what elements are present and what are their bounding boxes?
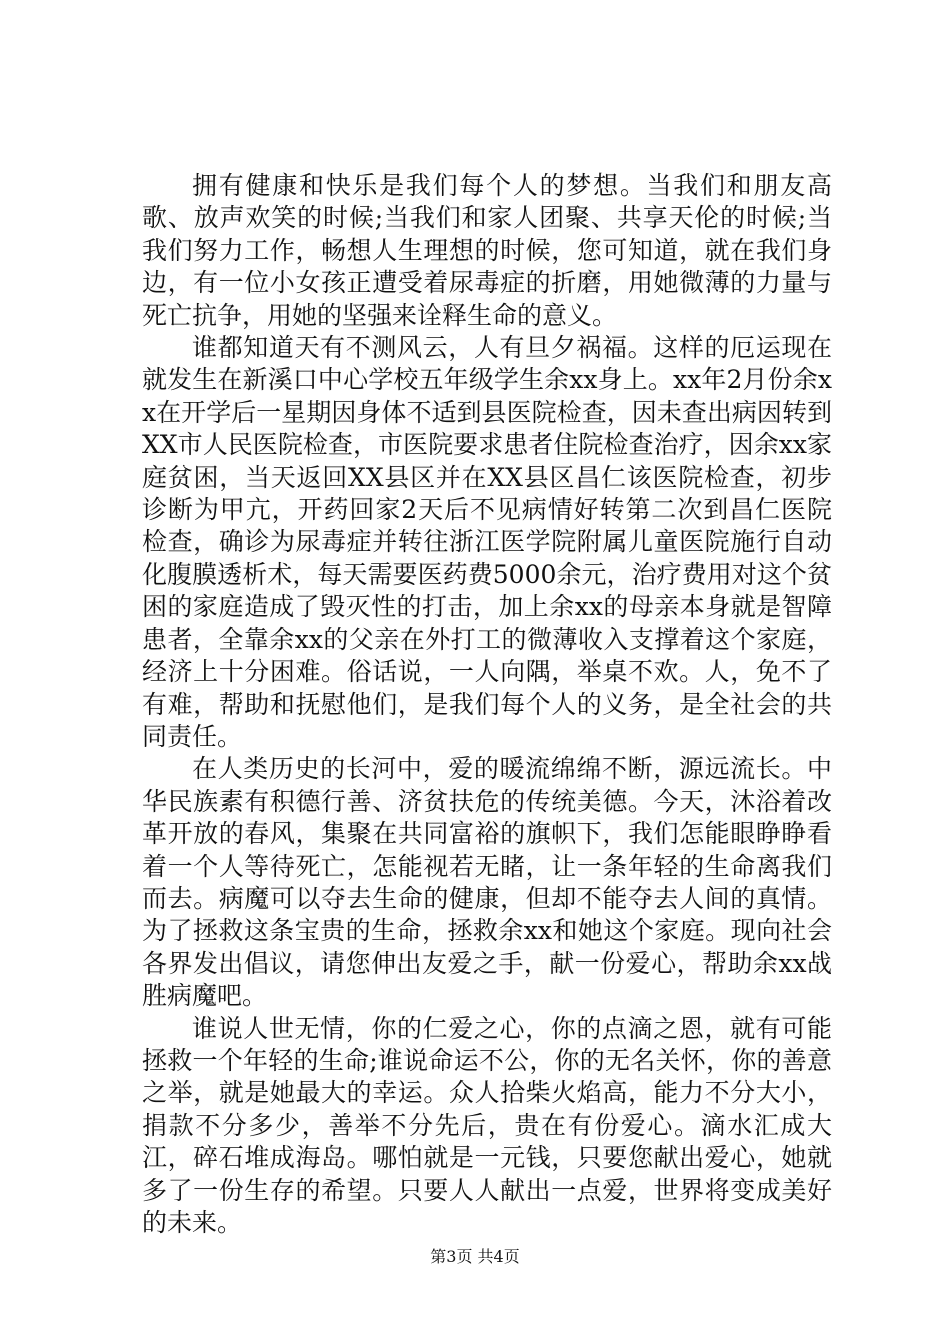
paragraph-3: 在人类历史的长河中，爱的暖流绵绵不断，源远流长。中华民族素有积德行善、济贫扶危的传统美德。今天，沐浴着改革开放的春风，集聚在共同富裕的旗帜下，我们怎能眼睁睁看着一个人等待死亡，怎能视若无睹，让一条年轻的生命离我们而去。病魔可以夺去生命的健康，但却不能夺去人间的真情。为了拯救这条宝贵的生命，拯救余xx和她这个家庭。现向社会各界发出倡议，请您伸出友爱之手，献一份爱心，帮助余xx战胜病魔吧。	[142, 754, 832, 1011]
document-body	[142, 170, 832, 1239]
page-number-footer: 第3页 共4页	[430, 1247, 520, 1266]
paragraph-4: 谁说人世无情，你的仁爱之心，你的点滴之恩，就有可能拯救一个年轻的生命;谁说命运不公，你的无名关怀，你的善意之举，就是她最大的幸运。众人拾柴火焰高，能力不分大小，捐款不分多少，善举不分先后，贵在有份爱心。滴水汇成大江，碎石堆成海岛。哪怕就是一元钱，只要您献出爱心，她就多了一份生存的希望。只要人人献出一点爱，世界将变成美好的未来。	[142, 1013, 832, 1237]
paragraph-2: 谁都知道天有不测风云，人有旦夕祸福。这样的厄运现在就发生在新溪口中心学校五年级学生余xx身上。xx年2月份余xx在开学后一星期因身体不适到县医院检查，因未查出病因转到XX市人民医院检查，市医院要求患者住院检查治疗，因余xx家庭贫困，当天返回XX县区并在XX县区昌仁该医院检查，初步诊断为甲亢，开药回家2天后不见病情好转第二次到昌仁医院检查，确诊为尿毒症并转往浙江医学院附属儿童医院施行自动化腹膜透析术，每天需要医药费5000余元，治疗费用对这个贫困的家庭造成了毁灭性的打击，加上余xx的母亲本身就是智障患者，全靠余xx的父亲在外打工的微薄收入支撑着这个家庭，经济上十分困难。俗话说，一人向隅，举桌不欢。人，免不了有难，帮助和抚慰他们，是我们每个人的义务，是全社会的共同责任。	[142, 333, 832, 751]
paragraph-1: 拥有健康和快乐是我们每个人的梦想。当我们和朋友高歌、放声欢笑的时候;当我们和家人团聚、共享天伦的时候;当我们努力工作，畅想人生理想的时候，您可知道，就在我们身边，有一位小女孩正遭受着尿毒症的折磨，用她微薄的力量与死亡抗争，用她的坚强来诠释生命的意义。	[142, 171, 832, 330]
